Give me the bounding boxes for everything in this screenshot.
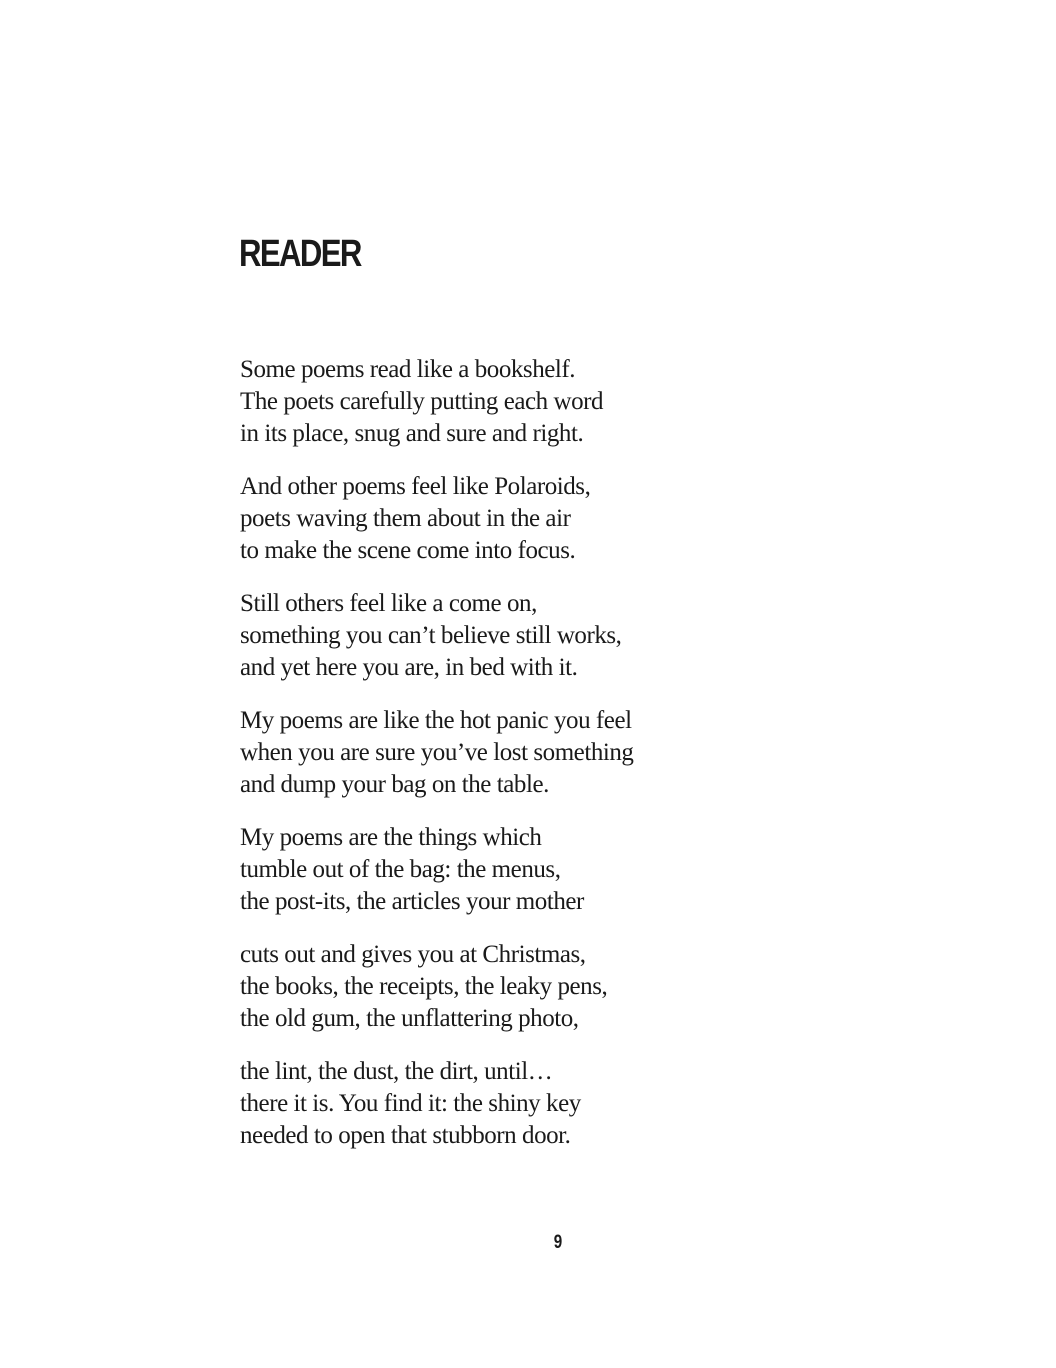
poem-line: and dump your bag on the table. xyxy=(240,771,549,798)
poem-line: there it is. You find it: the shiny key xyxy=(240,1090,581,1117)
stanza xyxy=(240,705,840,801)
poem-line: something you can’t believe still works, xyxy=(240,622,622,649)
stanza xyxy=(240,1056,840,1152)
poem-line: the post-its, the articles your mother xyxy=(240,888,584,915)
poem-title: READER xyxy=(239,233,361,275)
poem-line: needed to open that stubborn door. xyxy=(240,1122,571,1149)
poem-line: when you are sure you’ve lost something xyxy=(240,739,634,766)
stanza xyxy=(240,822,840,918)
poem-body xyxy=(240,354,840,1173)
poem-line: My poems are like the hot panic you feel xyxy=(240,707,632,734)
poem-line: cuts out and gives you at Christmas, xyxy=(240,941,586,968)
poem-line: the old gum, the unflattering photo, xyxy=(240,1005,579,1032)
stanza xyxy=(240,588,840,684)
poem-line: and yet here you are, in bed with it. xyxy=(240,654,578,681)
poem-line: And other poems feel like Polaroids, xyxy=(240,473,591,500)
page-number: 9 xyxy=(553,1232,563,1253)
stanza xyxy=(240,939,840,1035)
poem-line: The poets carefully putting each word xyxy=(240,388,604,415)
stanza xyxy=(240,471,840,567)
poem-line: the lint, the dust, the dirt, until… xyxy=(240,1058,553,1085)
poem-line: in its place, snug and sure and right. xyxy=(240,420,584,447)
poem-line: Still others feel like a come on, xyxy=(240,590,537,617)
poem-line: My poems are the things which xyxy=(240,824,542,851)
poem-line: to make the scene come into focus. xyxy=(240,537,576,564)
poem-line: tumble out of the bag: the menus, xyxy=(240,856,561,883)
poem-line: Some poems read like a bookshelf. xyxy=(240,356,576,383)
poem-line: poets waving them about in the air xyxy=(240,505,571,532)
poem-line: the books, the receipts, the leaky pens, xyxy=(240,973,608,1000)
stanza xyxy=(240,354,840,450)
